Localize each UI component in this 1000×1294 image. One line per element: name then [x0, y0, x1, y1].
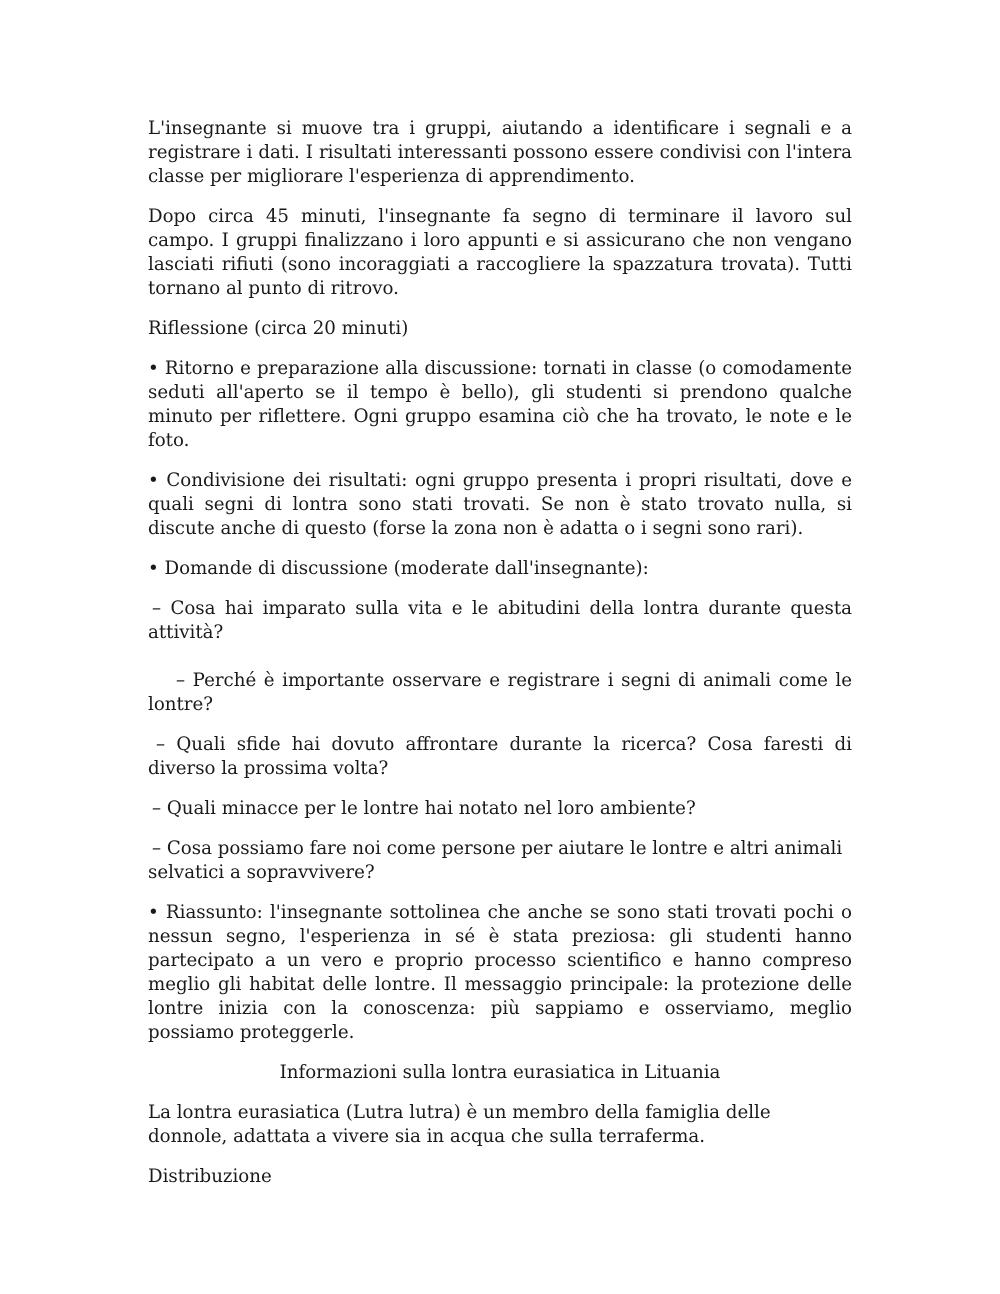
paragraph-end-fieldwork: Dopo circa 45 minuti, l'insegnante fa segno di terminare il lavoro sul campo. I gruppi finalizzano i loro appunti e si assicurano che non vengano lasciati rifiuti (sono incoraggiati a raccogliere la spazzatura trovata). Tutti tornano al punto di ritrovo. [148, 206, 852, 299]
paragraph-teacher-moves: L'insegnante si muove tra i gruppi, aiutando a identificare i segnali e a registrare i dati. I risultati interessanti possono essere condivisi con l'intera classe per migliorare l'esperienza di apprendimento. [148, 118, 852, 187]
bullet-sharing-results: • Condivisione dei risultati: ogni gruppo presenta i propri risultati, dove e quali segni di lontra sono stati trovati. Se non è stato trovato nulla, si discute anche di questo (forse la zona non è adatta o i segni sono rari). [148, 470, 852, 539]
question-threats: – Quali minacce per le lontre hai notato nel loro ambiente? [152, 798, 696, 819]
distribution-heading: Distribuzione [148, 1166, 272, 1187]
question-challenges: – Quali sfide hai dovuto affrontare durante la ricerca? Cosa faresti di diverso la prossima volta? [148, 734, 852, 779]
question-learned: – Cosa hai imparato sulla vita e le abitudini della lontra durante questa attività? [148, 598, 852, 643]
paragraph-otter-intro: La lontra eurasiatica (Lutra lutra) è un membro della famiglia delle donnole, adattata a vivere sia in acqua che sulla terraferma. [148, 1102, 771, 1147]
question-help: – Cosa possiamo fare noi come persone per aiutare le lontre e altri animali selvatici a sopravvivere? [148, 838, 843, 883]
question-importance: – Perché è importante osservare e registrare i segni di animali come le lontre? [148, 670, 852, 715]
document-page [148, 117, 852, 1205]
bullet-summary: • Riassunto: l'insegnante sottolinea che anche se sono stati trovati pochi o nessun segno, l'esperienza in sé è stata preziosa: gli studenti hanno partecipato a un vero e proprio processo scientifico e hanno compreso meglio gli habitat delle lontre. Il messaggio principale: la protezione delle lontre inizia con la conoscenza: più sappiamo e osserviamo, meglio possiamo proteggerle. [148, 902, 852, 1043]
reflection-heading: Riflessione (circa 20 minuti) [148, 318, 409, 339]
section-title: Informazioni sulla lontra eurasiatica in Lituania [279, 1062, 721, 1083]
bullet-return-preparation: • Ritorno e preparazione alla discussione: tornati in classe (o comodamente seduti all'aperto se il tempo è bello), gli studenti si prendono qualche minuto per riflettere. Ogni gruppo esamina ciò che ha trovato, le note e le foto. [148, 358, 852, 451]
bullet-discussion-questions: • Domande di discussione (moderate dall'insegnante): [148, 558, 649, 579]
